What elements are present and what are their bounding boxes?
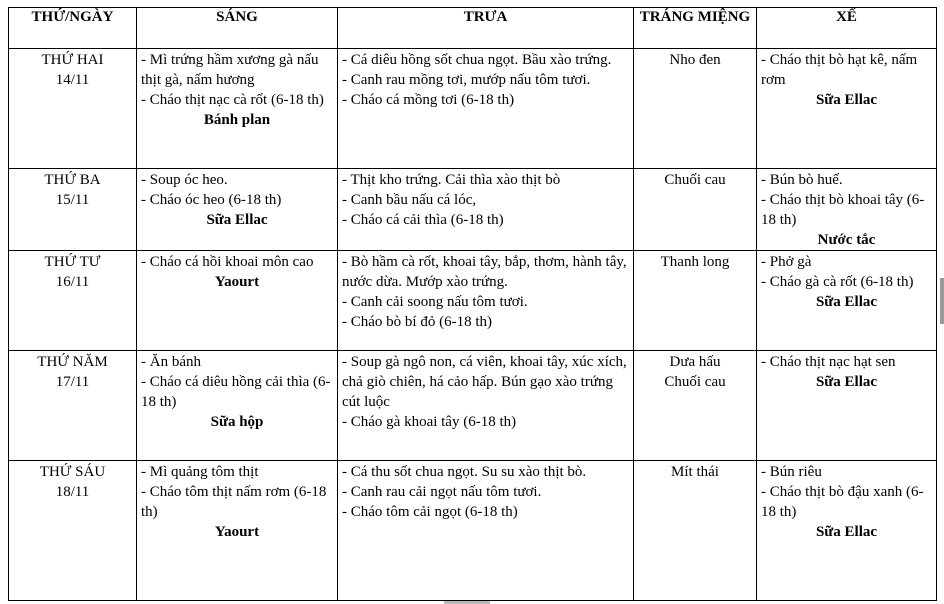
noon-cell — [338, 49, 634, 169]
afternoon-cell-drink: Sữa Ellac — [815, 92, 878, 108]
dessert-cell — [634, 49, 757, 169]
morning-cell-drink: Sữa hộp — [210, 414, 264, 430]
morning-cell-line: - Cháo cá diêu hồng cải thìa (6-18 th) — [141, 374, 331, 410]
dessert-cell — [634, 461, 757, 601]
morning-cell-line: - Mì quảng tôm thịt — [141, 464, 259, 480]
morning-cell-line: - Soup óc heo. — [141, 172, 228, 188]
morning-cell-line: - Cháo thịt nạc cà rốt (6-18 th) — [141, 92, 324, 108]
menu-row — [9, 351, 937, 461]
noon-cell — [338, 461, 634, 601]
header-noon: TRƯA — [338, 8, 634, 49]
day-cell — [9, 169, 137, 251]
afternoon-cell-drink: Sữa Ellac — [815, 294, 878, 310]
noon-cell-line: - Cháo bò bí đỏ (6-18 th) — [342, 314, 492, 330]
noon-cell-line: - Canh rau cải ngọt nấu tôm tươi. — [342, 484, 542, 500]
morning-cell-line: - Mì trứng hầm xương gà nấu thịt gà, nấm hương — [141, 52, 319, 88]
scroll-marker — [940, 278, 944, 324]
noon-cell-line: - Canh rau mồng tơi, mướp nấu tôm tươi. — [342, 72, 591, 88]
afternoon-cell — [757, 49, 937, 169]
day-cell — [9, 251, 137, 351]
morning-cell-drink: Yaourt — [214, 274, 260, 290]
morning-cell — [137, 49, 338, 169]
day-cell — [9, 351, 137, 461]
afternoon-cell-line: - Phở gà — [761, 254, 812, 270]
menu-row — [9, 49, 937, 169]
header-afternoon: XẾ — [757, 8, 937, 49]
noon-cell-line: - Cháo gà khoai tây (6-18 th) — [342, 414, 517, 430]
afternoon-cell-drink: Sữa Ellac — [815, 374, 878, 390]
dessert-cell-line: Mít thái — [671, 464, 719, 480]
day-name: THỨ TƯ — [44, 254, 101, 270]
afternoon-cell-line: - Bún riêu — [761, 464, 822, 480]
afternoon-cell — [757, 351, 937, 461]
dessert-cell-line: Nho đen — [669, 52, 721, 68]
afternoon-cell-line: - Cháo thịt nạc hạt sen — [761, 354, 896, 370]
noon-cell-line: - Cá thu sốt chua ngọt. Su su xào thịt bò. — [342, 464, 587, 480]
header-day: THỨ/NGÀY — [9, 8, 137, 49]
noon-cell — [338, 169, 634, 251]
morning-cell — [137, 351, 338, 461]
day-date: 16/11 — [55, 274, 90, 290]
morning-cell — [137, 251, 338, 351]
noon-cell-line: - Cháo tôm cải ngọt (6-18 th) — [342, 504, 518, 520]
afternoon-cell-line: - Bún bò huế. — [761, 172, 843, 188]
afternoon-cell-line: - Cháo gà cà rốt (6-18 th) — [761, 274, 914, 290]
day-name: THỨ BA — [44, 172, 101, 188]
morning-cell-line: - Ăn bánh — [141, 354, 201, 370]
dessert-cell-line: Chuối cau — [664, 172, 726, 188]
dessert-cell — [634, 169, 757, 251]
day-date: 14/11 — [55, 72, 90, 88]
day-name: THỨ SÁU — [39, 464, 106, 480]
afternoon-cell — [757, 169, 937, 251]
noon-cell-line: - Thịt kho trứng. Cải thìa xào thịt bò — [342, 172, 561, 188]
menu-row — [9, 169, 937, 251]
day-date: 17/11 — [55, 374, 90, 390]
morning-cell-line: - Cháo cá hồi khoai môn cao — [141, 254, 314, 270]
morning-cell — [137, 461, 338, 601]
afternoon-cell-line: - Cháo thịt bò khoai tây (6-18 th) — [761, 192, 925, 228]
header-morning: SÁNG — [137, 8, 338, 49]
morning-cell-drink: Yaourt — [214, 524, 260, 540]
header-row — [9, 8, 937, 49]
dessert-cell-line: Chuối cau — [664, 374, 726, 390]
morning-cell-line: - Cháo óc heo (6-18 th) — [141, 192, 282, 208]
day-name: THỨ NĂM — [37, 354, 108, 370]
afternoon-cell-line: - Cháo thịt bò hạt kê, nấm rơm — [761, 52, 918, 88]
morning-cell-drink: Bánh plan — [203, 112, 271, 128]
morning-cell — [137, 169, 338, 251]
day-date: 18/11 — [55, 484, 90, 500]
morning-cell-line: - Cháo tôm thịt nấm rơm (6-18 th) — [141, 484, 327, 520]
menu-row — [9, 461, 937, 601]
noon-cell — [338, 251, 634, 351]
dessert-cell-line: Thanh long — [660, 254, 730, 270]
noon-cell-line: - Bò hầm cà rốt, khoai tây, bắp, thơm, hành tây, nước dừa. Mướp xào trứng. — [342, 254, 627, 290]
afternoon-cell-line: - Cháo thịt bò đậu xanh (6-18 th) — [761, 484, 924, 520]
morning-cell-drink: Sữa Ellac — [206, 212, 268, 228]
header-dessert: TRÁNG MIỆNG — [634, 8, 757, 49]
afternoon-cell-drink: Sữa Ellac — [815, 524, 878, 540]
menu-body — [9, 49, 937, 601]
noon-cell-line: - Soup gà ngô non, cá viên, khoai tây, xúc xích, chả giò chiên, há cảo hấp. Bún gạo xào trứng cút luộc — [342, 354, 627, 410]
day-cell — [9, 49, 137, 169]
afternoon-cell — [757, 251, 937, 351]
afternoon-cell-drink: Nước tắc — [817, 232, 876, 248]
noon-cell — [338, 351, 634, 461]
noon-cell-line: - Cá diêu hồng sốt chua ngọt. Bầu xào trứng. — [342, 52, 612, 68]
menu-row — [9, 251, 937, 351]
dessert-cell — [634, 351, 757, 461]
weekly-menu-table — [8, 7, 937, 601]
noon-cell-line: - Cháo cá cải thìa (6-18 th) — [342, 212, 504, 228]
day-cell — [9, 461, 137, 601]
dessert-cell — [634, 251, 757, 351]
noon-cell-line: - Canh cải soong nấu tôm tươi. — [342, 294, 528, 310]
dessert-cell-line: Dưa hấu — [669, 354, 721, 370]
day-date: 15/11 — [55, 192, 90, 208]
noon-cell-line: - Cháo cá mồng tơi (6-18 th) — [342, 92, 515, 108]
afternoon-cell — [757, 461, 937, 601]
noon-cell-line: - Canh bầu nấu cá lóc, — [342, 192, 477, 208]
day-name: THỨ HAI — [41, 52, 104, 68]
